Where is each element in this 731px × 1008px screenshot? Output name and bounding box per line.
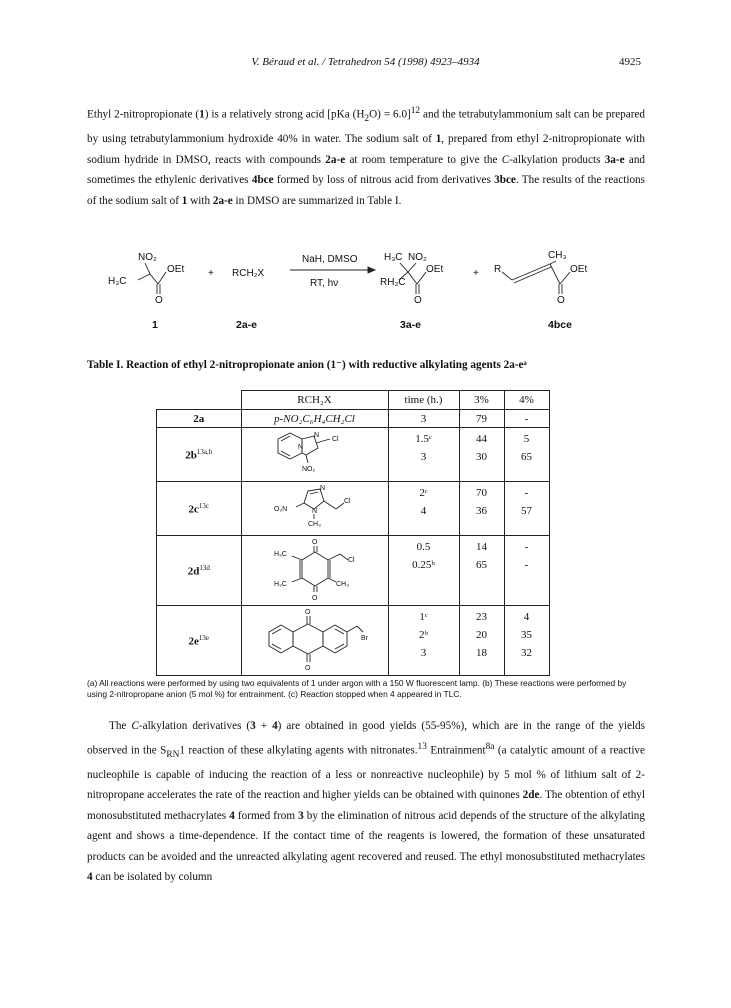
svg-text:Cl: Cl (331, 436, 339, 443)
header-yield3: 3% (459, 391, 504, 410)
svg-text:R: R (494, 264, 502, 275)
svg-text:NO₂: NO₂ (301, 466, 315, 473)
svg-text:+: + (473, 268, 479, 279)
svg-text:N: N (311, 508, 317, 515)
reagent-formula: p-NO₂C₆H₄CH₂Cl (241, 410, 388, 428)
table-row (157, 428, 550, 482)
structure-2d (241, 536, 388, 606)
compound-id: $2d^{13d}$ (157, 536, 242, 606)
svg-text:OEt: OEt (426, 264, 444, 275)
structure-2b (241, 428, 388, 482)
svg-text:1: 1 (152, 319, 158, 331)
svg-text:O: O (155, 295, 163, 306)
paragraph-intro: Ethyl 2-nitropropionate (1) is a relatively strong acid [pKa $(H_2O) = 6.0]^{12}$ and the tetrabutylammonium salt can be prepared by using tetrabutylammonium hydroxide 40% in water. The sodium salt of 1, prepared from ethyl 2-nitropropionate with sodium hydride in DMSO, reacts with compounds 2a-e at room temperature to give the C-alkylation products 3a-e and sometimes the ethylenic derivatives 4bce formed by loss of nitrous acid from derivatives 3bce. The results of the reactions of the sodium salt of 1 with 2a-e in DMSO are summarized in Table I. (87, 106, 646, 207)
yield3-cell: 44 30 (459, 428, 504, 482)
header-yield4: 4% (504, 391, 549, 410)
time-cell: 2ᶜ 4 (388, 482, 459, 536)
reactant-rch2x: RCH₂X (232, 268, 265, 279)
yield4-cell: 4 35 32 (504, 606, 549, 676)
compound-id: $2c^{13c}$ (157, 482, 242, 536)
svg-text:RH₂C: RH₂C (380, 277, 406, 288)
paragraph-discussion: The C-alkylation derivatives (3 + 4) are obtained in good yields (55-95%), which are in the range of the yields observed in the $S_{RN}1$ reaction of these alkylating agents with nitronates.$^{13}$ Entrainment$^{8a}$ (a catalytic amount of a reactive nucleophile is capable of inducing the reaction of a less or nonreactive nucleophile) by 5 mol % of lithium salt of 2-nitropropane accelerates the rate of the reaction and higher yields can be obtained with quinones 2de. The obtention of ethyl monosubstituted methacrylates 4 formed from 3 by the elimination of nitrous acid depends of the structure of the alkylating agent and shows a time-dependence. If the contact time of the reagents is lowered, the formation of these unsaturated products can be avoided and the unreacted alkylating agent recovered and reused. The ethyl monosubstituted methacrylates 4 can be isolated by column (87, 720, 646, 884)
header-time: time (h.) (388, 391, 459, 410)
table-caption: Table I. Reaction of ethyl 2-nitropropionate anion (1⁻) with reductive alkylating agents 2a-eᵃ (87, 359, 527, 371)
svg-text:4bce: 4bce (548, 319, 572, 331)
page-number: 4925 (619, 56, 641, 68)
svg-text:RT, hν: RT, hν (310, 278, 339, 289)
time-cell: 1.5ᶜ 3 (388, 428, 459, 482)
structure-2e (241, 606, 388, 676)
svg-text:O₂N: O₂N (273, 506, 287, 513)
compound-1-structure (108, 252, 184, 331)
svg-text:O: O (414, 295, 422, 306)
svg-text:H₃C: H₃C (273, 581, 287, 588)
structure-2c (241, 482, 388, 536)
svg-text:CH₃: CH₃ (335, 581, 349, 588)
svg-text:O: O (304, 609, 310, 616)
svg-text:3a-e: 3a-e (400, 319, 422, 331)
compound-id: $2e^{13e}$ (157, 606, 242, 676)
yield3-cell: 14 65 (459, 536, 504, 606)
yield4-cell: 5 65 (504, 428, 549, 482)
svg-text:H₃C: H₃C (384, 252, 403, 263)
svg-text:CH₃: CH₃ (307, 521, 321, 528)
svg-text:N: N (313, 432, 319, 439)
compound-4-structure (494, 250, 587, 331)
table-row (157, 482, 550, 536)
svg-text:Br: Br (360, 635, 368, 642)
table-row (157, 410, 550, 428)
table-header-row (157, 391, 550, 410)
svg-text:NO₂: NO₂ (138, 252, 157, 263)
running-header (0, 56, 731, 72)
table-row (157, 606, 550, 676)
running-title: V. Béraud et al. / Tetrahedron 54 (1998) 4923–4934 (251, 56, 480, 68)
results-table (156, 390, 550, 676)
yield4-cell: - 57 (504, 482, 549, 536)
yield3-cell: 79 (459, 410, 504, 428)
yield4-cell: - - (504, 536, 549, 606)
yield3-cell: 23 20 18 (459, 606, 504, 676)
compound-3-structure (380, 252, 443, 331)
time-cell: 3 (388, 410, 459, 428)
reaction-scheme (90, 250, 650, 340)
compound-id: $2b^{13a,b}$ (157, 428, 242, 482)
compound-id: 2a (157, 410, 242, 428)
svg-text:NaH, DMSO: NaH, DMSO (302, 254, 358, 265)
reaction-arrow (290, 254, 375, 289)
table-footnote: (a) All reactions were performed by using two equivalents of 1 under argon with a 150 W fluorescent lamp. (b) These reactions were performed by using 2-nitropropane anion (5 mol %) for entrainment. (c) Reaction stopped when 4 appeared in TLC. (87, 678, 627, 699)
yield3-cell: 70 36 (459, 482, 504, 536)
table-row (157, 536, 550, 606)
svg-text:H₃C: H₃C (108, 276, 127, 287)
svg-text:NO₂: NO₂ (408, 252, 427, 263)
svg-text:CH₃: CH₃ (548, 250, 567, 261)
svg-text:Cl: Cl (347, 557, 355, 564)
svg-text:O: O (311, 539, 317, 546)
svg-text:OEt: OEt (167, 264, 185, 275)
yield4-cell: - (504, 410, 549, 428)
time-cell: 1ᶜ 2ᵇ 3 (388, 606, 459, 676)
svg-text:O: O (304, 665, 310, 672)
svg-text:O: O (311, 595, 317, 602)
svg-text:N: N (297, 444, 303, 451)
svg-text:N: N (319, 485, 325, 492)
header-rch2x: RCH₂X (241, 391, 388, 410)
svg-text:Cl: Cl (343, 498, 351, 505)
svg-text:+: + (208, 268, 214, 279)
svg-text:2a-e: 2a-e (236, 319, 258, 331)
svg-text:H₃C: H₃C (273, 551, 287, 558)
time-cell: 0.5 0.25ᵇ (388, 536, 459, 606)
svg-text:OEt: OEt (570, 264, 588, 275)
svg-text:O: O (557, 295, 565, 306)
